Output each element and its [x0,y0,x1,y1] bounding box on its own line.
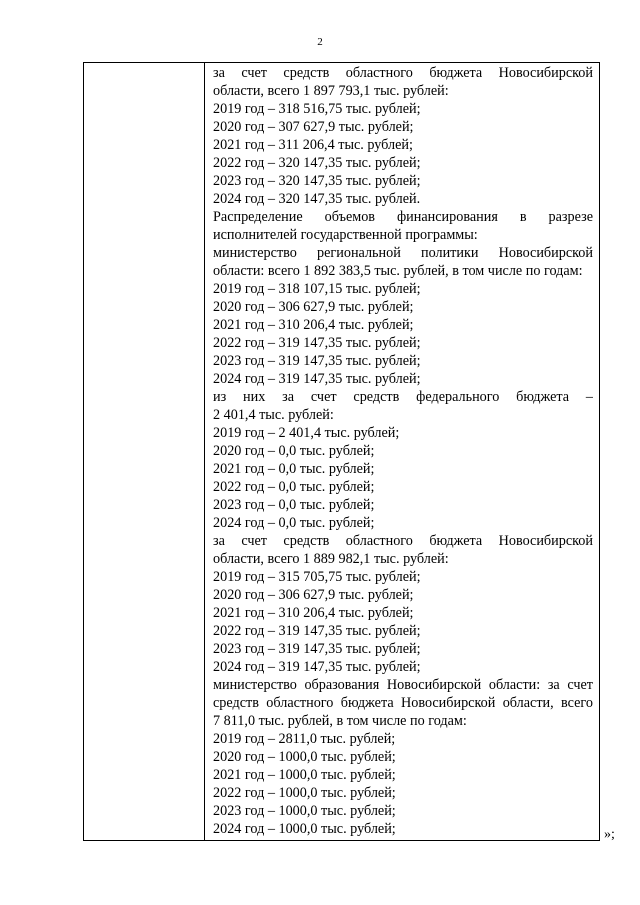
text-line: 2020 год – 0,0 тыс. рублей; [213,443,375,459]
text-line: области, всего 1 897 793,1 тыс. рублей: [213,83,449,99]
text-line: 2023 год – 1000,0 тыс. рублей; [213,803,396,819]
text-line: 2019 год – 2811,0 тыс. рублей; [213,731,396,747]
text-line: 2023 год – 319 147,35 тыс. рублей; [213,641,421,657]
text-line: исполнителей государственной программы: [213,227,478,243]
text-line: министерство образования Новосибирской области: за счет [213,677,593,693]
text-line: 2021 год – 310 206,4 тыс. рублей; [213,317,414,333]
text-line: за счет средств областного бюджета Новосибирской [213,65,593,81]
text-line: 2019 год – 315 705,75 тыс. рублей; [213,569,421,585]
text-line: 2023 год – 320 147,35 тыс. рублей; [213,173,421,189]
text-line: 2022 год – 320 147,35 тыс. рублей; [213,155,421,171]
table-right-cell [205,63,599,840]
text-line: 2020 год – 306 627,9 тыс. рублей; [213,299,414,315]
text-line: области, всего 1 889 982,1 тыс. рублей: [213,551,449,567]
page-number: 2 [317,36,323,48]
text-line: 2019 год – 318 516,75 тыс. рублей; [213,101,421,117]
text-line: из них за счет средств федерального бюджета – [213,389,593,405]
text-line: Распределение объемов финансирования в разрезе [213,209,593,225]
text-line: средств областного бюджета Новосибирской области, всего [213,695,593,711]
text-line: 2023 год – 319 147,35 тыс. рублей; [213,353,421,369]
text-line: министерство региональной политики Новосибирской [213,245,593,261]
text-line: 2020 год – 307 627,9 тыс. рублей; [213,119,414,135]
text-line: 2020 год – 1000,0 тыс. рублей; [213,749,396,765]
text-line: 2022 год – 319 147,35 тыс. рублей; [213,623,421,639]
text-line: 2020 год – 306 627,9 тыс. рублей; [213,587,414,603]
text-line: 2022 год – 0,0 тыс. рублей; [213,479,375,495]
text-line: 2021 год – 310 206,4 тыс. рублей; [213,605,414,621]
text-line: 2022 год – 1000,0 тыс. рублей; [213,785,396,801]
text-line: области: всего 1 892 383,5 тыс. рублей, в том числе по годам: [213,263,583,279]
text-line: 2021 год – 1000,0 тыс. рублей; [213,767,396,783]
financing-table [83,62,600,841]
text-line: 2024 год – 1000,0 тыс. рублей; [213,821,396,837]
text-line: 2 401,4 тыс. рублей: [213,407,334,423]
text-line: 2021 год – 311 206,4 тыс. рублей; [213,137,413,153]
table-left-cell [84,63,205,840]
text-line: 2019 год – 2 401,4 тыс. рублей; [213,425,400,441]
text-line: 2024 год – 0,0 тыс. рублей; [213,515,375,531]
text-line: 2024 год – 319 147,35 тыс. рублей; [213,659,421,675]
text-line: 7 811,0 тыс. рублей, в том числе по годам: [213,713,467,729]
text-line: за счет средств областного бюджета Новосибирской [213,533,593,549]
text-line: 2022 год – 319 147,35 тыс. рублей; [213,335,421,351]
text-line: 2024 год – 320 147,35 тыс. рублей. [213,191,421,207]
text-line: 2019 год – 318 107,15 тыс. рублей; [213,281,421,297]
text-line: 2024 год – 319 147,35 тыс. рублей; [213,371,421,387]
text-line: 2023 год – 0,0 тыс. рублей; [213,497,375,513]
text-line: 2021 год – 0,0 тыс. рублей; [213,461,375,477]
closing-quote-mark: »; [604,827,615,842]
